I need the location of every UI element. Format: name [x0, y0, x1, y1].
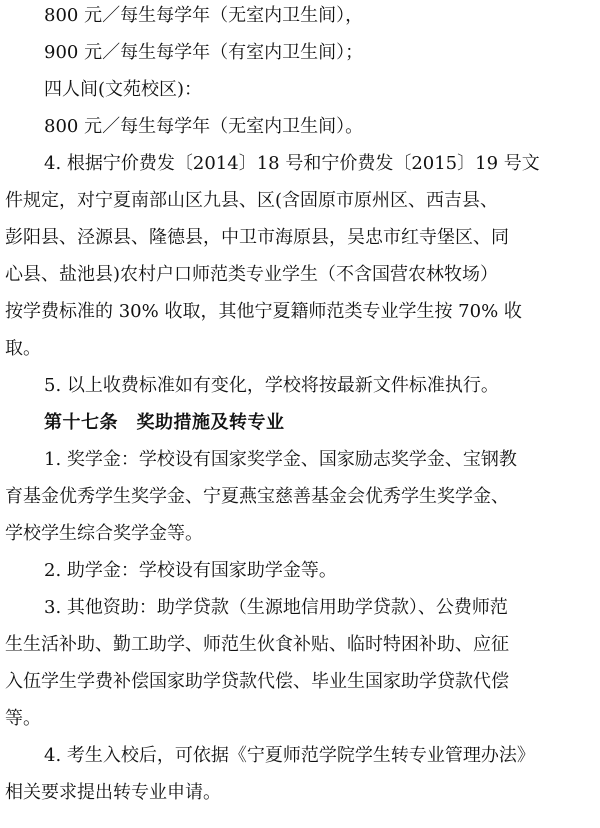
paragraph-4-line-5: 按学费标准的 30% 收取，其他宁夏籍师范类专业学生按 70% 收 — [5, 301, 522, 322]
paragraph-4-line-4: 心县、盐池县)农村户口师范类专业学生（不含国营农林牧场） — [5, 264, 499, 285]
grant-line: 2. 助学金：学校设有国家助学金等。 — [44, 560, 337, 581]
section-heading: 第十七条 奖助措施及转专业 — [44, 412, 285, 433]
other-aid-line-3: 入伍学生学费补偿国家助学贷款代偿、毕业生国家助学贷款代偿 — [5, 671, 509, 692]
text-line-4: 800 元／每生每学年（无室内卫生间）。 — [44, 116, 364, 137]
transfer-line-1: 4. 考生入校后，可依据《宁夏师范学院学生转专业管理办法》 — [44, 745, 535, 766]
other-aid-line-2: 生生活补助、勤工助学、师范生伙食补贴、临时特困补助、应征 — [5, 634, 509, 655]
text-line-2: 900 元／每生每学年（有室内卫生间）； — [44, 42, 364, 63]
paragraph-4-line-6: 取。 — [5, 338, 41, 359]
transfer-line-2: 相关要求提出转专业申请。 — [5, 782, 221, 803]
paragraph-4-line-1: 4. 根据宁价费发〔2014〕18 号和宁价费发〔2015〕19 号文 — [44, 153, 540, 174]
scholarship-line-1: 1. 奖学金：学校设有国家奖学金、国家励志奖学金、宝钢教 — [44, 449, 517, 470]
paragraph-4-line-2: 件规定，对宁夏南部山区九县、区(含固原市原州区、西吉县、 — [5, 190, 499, 211]
other-aid-line-4: 等。 — [5, 708, 41, 729]
scholarship-line-3: 学校学生综合奖学金等。 — [5, 523, 203, 544]
text-line-1: 800 元／每生每学年（无室内卫生间）， — [44, 5, 364, 26]
other-aid-line-1: 3. 其他资助：助学贷款（生源地信用助学贷款）、公费师范 — [44, 597, 508, 618]
paragraph-5: 5. 以上收费标准如有变化，学校将按最新文件标准执行。 — [44, 375, 499, 396]
paragraph-4-line-3: 彭阳县、泾源县、隆德县，中卫市海原县，吴忠市红寺堡区、同 — [5, 227, 509, 248]
scholarship-line-2: 育基金优秀学生奖学金、宁夏燕宝慈善基金会优秀学生奖学金、 — [5, 486, 509, 507]
text-line-3: 四人间(文苑校区)： — [44, 79, 203, 100]
